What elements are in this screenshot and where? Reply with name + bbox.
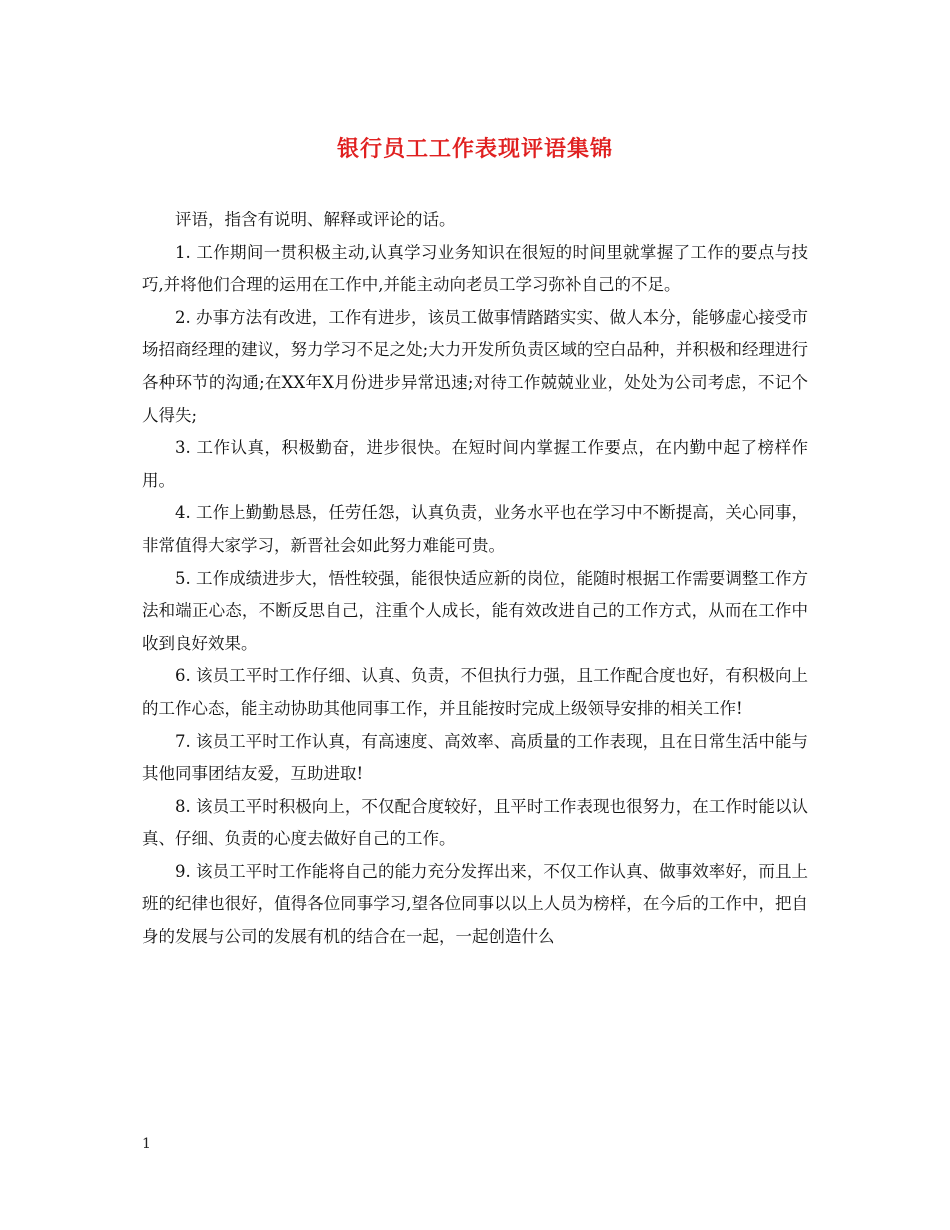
paragraph-item-3: 3. 工作认真，积极勤奋，进步很快。在短时间内掌握工作要点，在内勤中起了榜样作用。 [142, 438, 808, 490]
paragraph-item-2: 2. 办事方法有改进，工作有进步，该员工做事情踏踏实实、做人本分，能够虚心接受市场招商经理的建议，努力学习不足之处;大力开发所负责区域的空白品种，并积极和经理进行各种环节的沟通;在XX年X月份进步异常迅速;对待工作兢兢业业，处处为公司考虑，不记个人得失; [142, 307, 808, 425]
paragraph-item-6: 6. 该员工平时工作仔细、认真、负责，不但执行力强，且工作配合度也好，有积极向上的工作心态，能主动协助其他同事工作，并且能按时完成上级领导安排的相关工作! [142, 666, 808, 718]
document-body [142, 204, 808, 954]
paragraph-item-7: 7. 该员工平时工作认真，有高速度、高效率、高质量的工作表现，且在日常生活中能与其他同事团结友爱，互助进取! [142, 731, 808, 784]
paragraph-item-8: 8. 该员工平时积极向上，不仅配合度较好，且平时工作表现也很努力，在工作时能以认真、仔细、负责的心度去做好自己的工作。 [142, 796, 808, 849]
paragraph-item-4: 4. 工作上勤勤恳恳，任劳任怨，认真负责，业务水平也在学习中不断提高，关心同事，非常值得大家学习，新晋社会如此努力难能可贵。 [142, 503, 808, 555]
page-number: 1 [142, 1136, 151, 1152]
paragraph-item-9: 9. 该员工平时工作能将自己的能力充分发挥出来，不仅工作认真、做事效率好，而且上班的纪律也很好，值得各位同事学习,望各位同事以以上人员为榜样，在今后的工作中，把自身的发展与公司的发展有机的结合在一起，一起创造什么 [142, 861, 808, 947]
document-title: 银行员工工作表现评语集锦 [336, 136, 613, 162]
paragraph-item-5: 5. 工作成绩进步大，悟性较强，能很快适应新的岗位，能随时根据工作需要调整工作方法和端正心态，不断反思自己，注重个人成长，能有效改进自己的工作方式，从而在工作中收到良好效果。 [142, 568, 808, 653]
paragraph-item-1: 1. 工作期间一贯积极主动,认真学习业务知识在很短的时间里就掌握了工作的要点与技巧,并将他们合理的运用在工作中,并能主动向老员工学习弥补自己的不足。 [142, 242, 808, 295]
paragraph-intro: 评语，指含有说明、解释或评论的话。 [175, 210, 456, 229]
